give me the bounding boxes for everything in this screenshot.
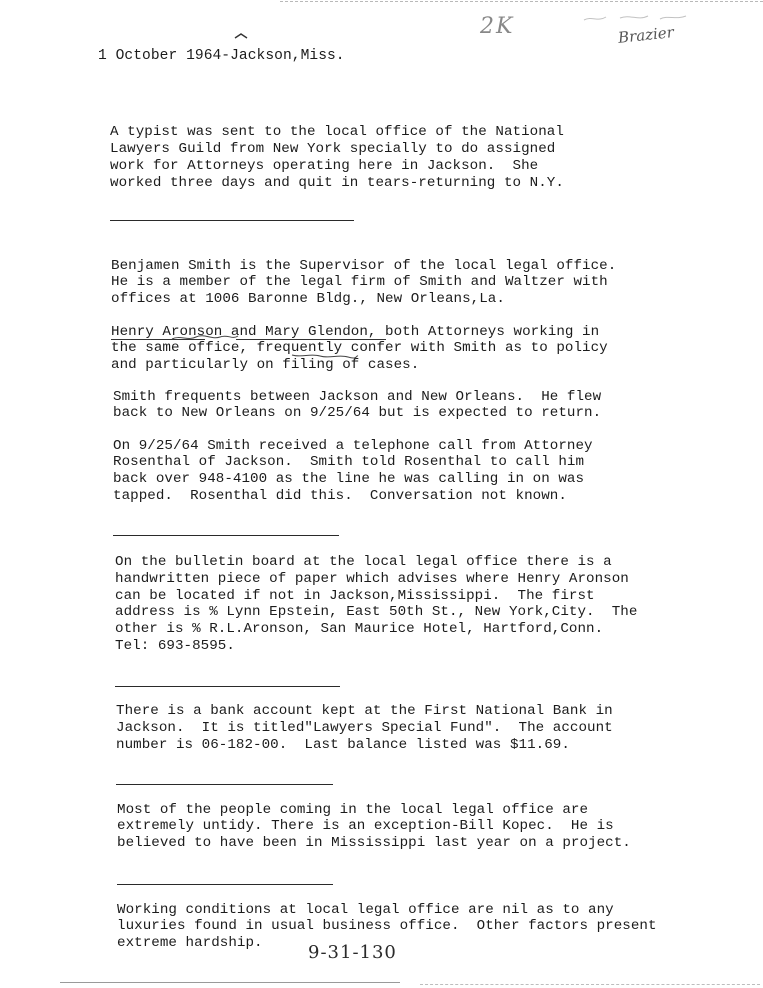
text-line: He is a member of the legal firm of Smith and Waltzer with bbox=[111, 274, 608, 290]
handwritten-top-mark: 2K bbox=[480, 14, 515, 39]
text-line: Benjamen Smith is the Supervisor of the local legal office. bbox=[111, 258, 617, 274]
section-divider bbox=[110, 220, 354, 221]
text-line: handwritten piece of paper which advises where Henry Aronson bbox=[115, 571, 629, 587]
section-divider bbox=[116, 784, 333, 785]
text-line: offices at 1006 Baronne Bldg., New Orleans,La. bbox=[111, 291, 505, 307]
text-line: Smith frequents between Jackson and New Orleans. He flew bbox=[113, 389, 602, 405]
text-line: On the bulletin board at the local legal office there is a bbox=[115, 554, 612, 570]
section-divider bbox=[113, 535, 339, 536]
handwritten-signature: Brazier bbox=[617, 23, 675, 47]
text-line: A typist was sent to the local office of the National bbox=[110, 124, 564, 140]
text-line: tapped. Rosenthal did this. Conversation not known. bbox=[113, 488, 567, 504]
text-line: can be located if not in Jackson,Mississippi. The first bbox=[115, 588, 595, 604]
text-line: believed to have been in Mississippi last year on a project. bbox=[117, 835, 631, 851]
text-line: other is % R.L.Aronson, San Maurice Hotel, Hartford,Conn. bbox=[115, 621, 604, 637]
caret-mark-icon bbox=[234, 33, 248, 39]
text-line: On 9/25/64 Smith received a telephone call from Attorney bbox=[113, 438, 593, 454]
text-line: Working conditions at local legal office are nil as to any bbox=[117, 902, 614, 918]
text-line: worked three days and quit in tears-returning to N.Y. bbox=[110, 175, 564, 191]
text-line: extremely untidy. There is an exception-Bill Kopec. He is bbox=[117, 818, 614, 834]
wavy-underline-icon bbox=[290, 352, 360, 360]
text-line: luxuries found in usual business office. Other factors present bbox=[117, 918, 657, 934]
text-line: address is % Lynn Epstein, East 50th St., New York,City. The bbox=[115, 604, 638, 620]
faint-scribble-icon bbox=[580, 8, 690, 26]
text-line: Rosenthal of Jackson. Smith told Rosenthal to call him bbox=[113, 454, 585, 470]
text-line: and particularly on filing of cases. bbox=[111, 357, 420, 373]
text-line: back over 948-4100 as the line he was calling in on was bbox=[113, 471, 585, 487]
text-line: back to New Orleans on 9/25/64 but is expected to return. bbox=[113, 405, 602, 421]
text-line: Jackson. It is titled"Lawyers Special Fund". The account bbox=[116, 720, 613, 736]
bottom-edge-dashed-line bbox=[420, 984, 760, 985]
text-line: Lawyers Guild from New York specially to do assigned bbox=[110, 141, 556, 157]
text-line: extreme hardship. bbox=[117, 935, 263, 951]
text-line: Henry Aronson and Mary Glendon, both Attorneys working in bbox=[111, 324, 600, 340]
text-line: the same office, frequently confer with Smith as to policy bbox=[111, 340, 608, 356]
text-line: Most of the people coming in the local legal office are bbox=[117, 802, 589, 818]
section-divider bbox=[117, 884, 333, 885]
top-edge-dotted-line bbox=[280, 1, 763, 2]
date-location-line: 1 October 1964-Jackson,Miss. bbox=[98, 48, 345, 64]
text-line: work for Attorneys operating here in Jackson. She bbox=[110, 158, 539, 174]
text-line: Tel: 693-8595. bbox=[115, 638, 235, 654]
text-line: There is a bank account kept at the First National Bank in bbox=[116, 703, 613, 719]
handwritten-underline bbox=[236, 339, 386, 340]
handwritten-file-number: 9-31-130 bbox=[308, 942, 397, 963]
section-divider bbox=[115, 686, 340, 687]
bottom-edge-line bbox=[60, 982, 400, 983]
wavy-underline-icon bbox=[170, 334, 240, 342]
text-line: number is 06-182-00. Last balance listed was $11.69. bbox=[116, 737, 570, 753]
